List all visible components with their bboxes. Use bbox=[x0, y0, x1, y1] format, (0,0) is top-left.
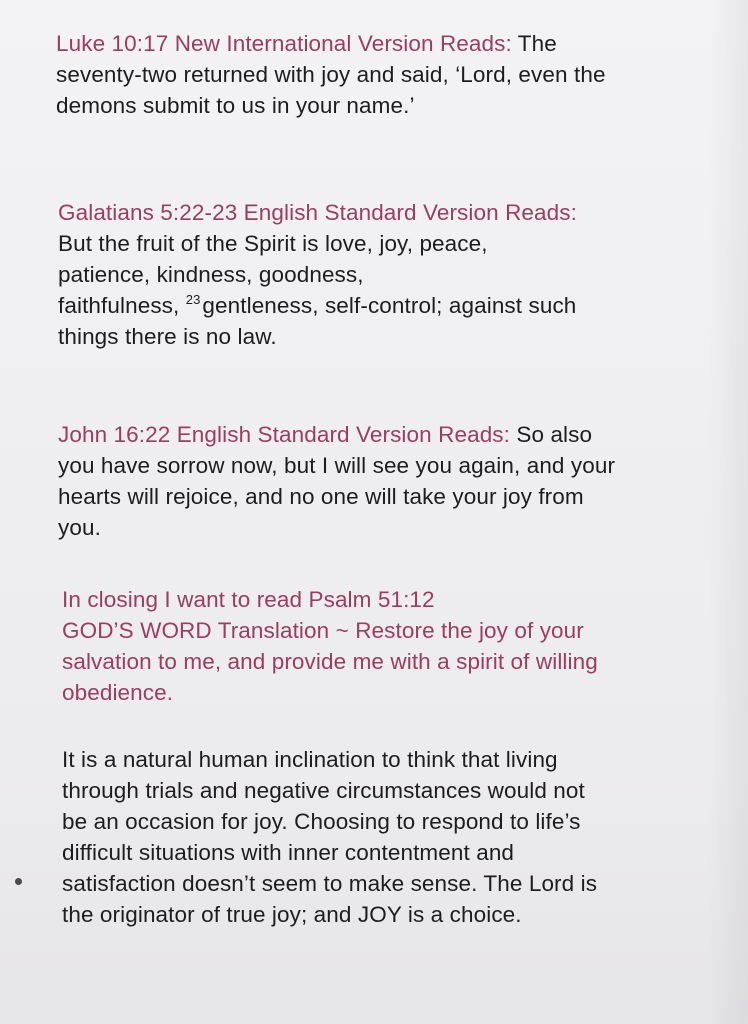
reflection-paragraph bbox=[62, 744, 722, 930]
hole-punch-mark bbox=[15, 878, 22, 885]
verse-line: But the fruit of the Spirit is love, joy, peace, bbox=[58, 231, 488, 256]
paragraph-line: be an occasion for joy. Choosing to respond to life’s bbox=[62, 809, 581, 834]
verse-text: The bbox=[517, 31, 557, 56]
closing-line: GOD’S WORD Translation ~ Restore the joy of your bbox=[62, 618, 584, 643]
verse-luke-10-17 bbox=[56, 28, 716, 121]
verse-john-16-22 bbox=[58, 419, 718, 543]
verse-reference: Galatians 5:22-23 English Standard Version Reads: bbox=[58, 200, 577, 225]
paragraph-line: through trials and negative circumstances would not bbox=[62, 778, 585, 803]
closing-line: obedience. bbox=[62, 680, 174, 705]
paragraph-line: difficult situations with inner contentment and bbox=[62, 840, 515, 865]
closing-line: salvation to me, and provide me with a spirit of willing bbox=[62, 649, 598, 674]
verse-line: things there is no law. bbox=[58, 324, 277, 349]
paragraph-line: It is a natural human inclination to think that living bbox=[62, 747, 558, 772]
verse-reference: Luke 10:17 New International Version Reads: bbox=[56, 31, 512, 56]
verse-line bbox=[58, 419, 718, 450]
verse-line: seventy-two returned with joy and said, ‘Lord, even the bbox=[56, 62, 606, 87]
verse-text: faithfulness, bbox=[58, 293, 180, 318]
verse-text: gentleness, self-control; against such bbox=[202, 293, 577, 318]
paragraph-line: satisfaction doesn’t seem to make sense. The Lord is bbox=[62, 871, 598, 896]
verse-number: 23 bbox=[185, 292, 201, 307]
verse-reference: John 16:22 English Standard Version Reads: bbox=[58, 422, 511, 447]
verse-line: you. bbox=[58, 515, 101, 540]
paragraph-line: the originator of true joy; and JOY is a choice. bbox=[62, 902, 522, 927]
verse-line: hearts will rejoice, and no one will take your joy from bbox=[58, 484, 584, 509]
verse-line: patience, kindness, goodness, bbox=[58, 262, 364, 287]
verse-galatians-5-22-23 bbox=[58, 197, 718, 352]
closing-psalm-51-12 bbox=[62, 584, 722, 708]
verse-line bbox=[58, 290, 718, 321]
verse-text: So also bbox=[516, 422, 593, 447]
verse-line bbox=[56, 28, 716, 59]
verse-line: you have sorrow now, but I will see you again, and your bbox=[58, 453, 616, 478]
verse-line: demons submit to us in your name.’ bbox=[56, 93, 415, 118]
closing-line: In closing I want to read Psalm 51:12 bbox=[62, 587, 435, 612]
